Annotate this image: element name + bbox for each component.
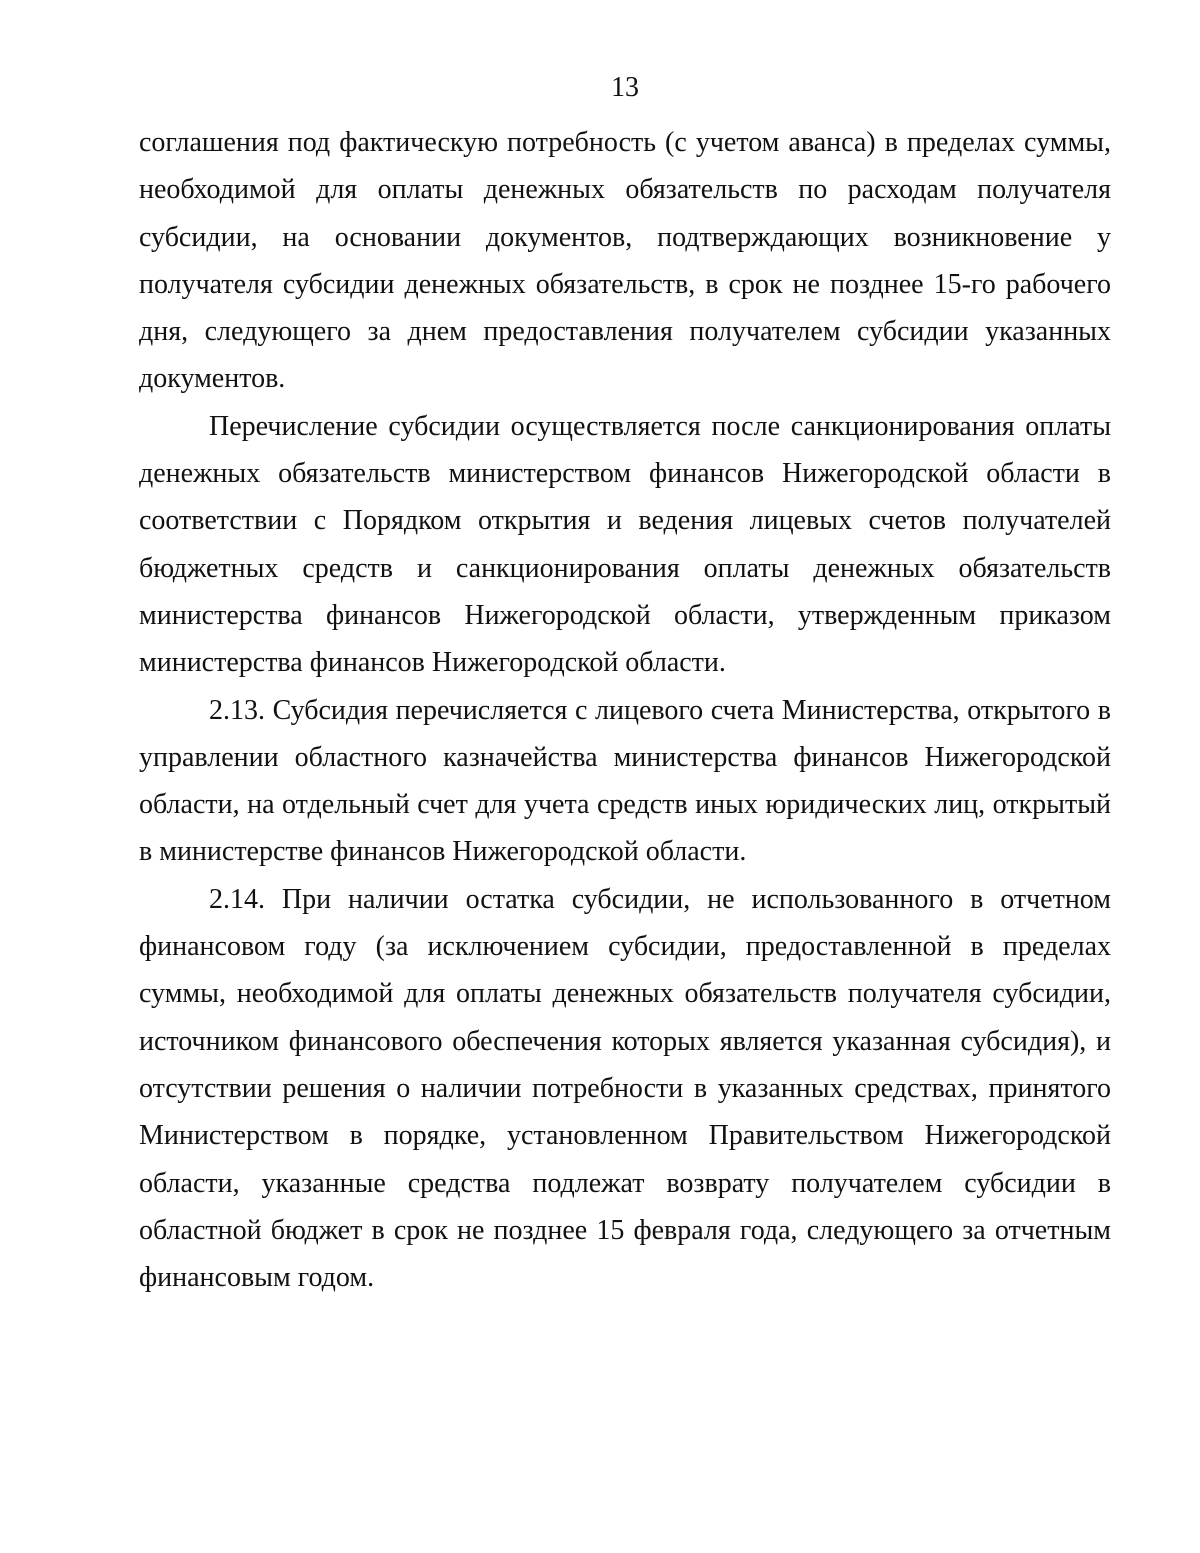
- page-number: 13: [611, 72, 639, 103]
- paragraph-transfer-of-subsidy: Перечисление субсидии осуществляется после санкционирования оплаты денежных обязательств министерством финансов Нижегородской области в соответствии с Порядком открытия и ведения лицевых счетов получателей бюджетных средств и санкционирования оплаты денежных обязательств министерства финансов Нижегородской области, утвержденным приказом министерства финансов Нижегородской области.: [139, 410, 1111, 679]
- paragraph-2-14: 2.14. При наличии остатка субсидии, не использованного в отчетном финансовом году (за исключением субсидии, предоставленной в пределах суммы, необходимой для оплаты денежных обязательств получателя субсидии, источником финансового обеспечения которых является указанная субсидия), и отсутствии решения о наличии потребности в указанных средствах, принятого Министерством в порядке, установленном Правительством Нижегородской области, указанные средства подлежат возврату получателем субсидии в областной бюджет в срок не позднее 15 февраля года, следующего за отчетным финансовым годом.: [139, 883, 1111, 1294]
- document-body: [139, 119, 1111, 1301]
- paragraph-2-13: 2.13. Субсидия перечисляется с лицевого счета Министерства, открытого в управлении областного казначейства министерства финансов Нижегородской области, на отдельный счет для учета средств иных юридических лиц, открытый в министерстве финансов Нижегородской области.: [139, 694, 1111, 868]
- paragraph-continuation: соглашения под фактическую потребность (с учетом аванса) в пределах суммы, необходимой для оплаты денежных обязательств по расходам получателя субсидии, на основании документов, подтверждающих возникновение у получателя субсидии денежных обязательств, в срок не позднее 15-го рабочего дня, следующего за днем предоставления получателем субсидии указанных документов.: [139, 127, 1111, 395]
